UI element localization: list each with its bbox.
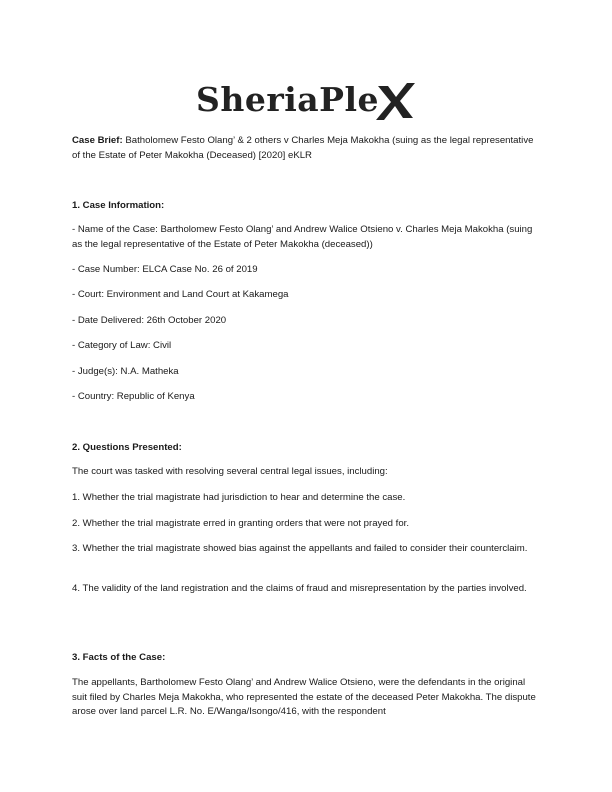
section-heading-facts: 3. Facts of the Case: [72,652,166,663]
case-info-item: - Court: Environment and Land Court at Kakamega [72,289,289,300]
case-brief [72,134,542,163]
question-item: 2. Whether the trial magistrate erred in granting orders that were not prayed for. [72,518,410,529]
questions-intro: The court was tasked with resolving several central legal issues, including: [72,466,388,477]
case-brief-title: Batholomew Festo Olang’ & 2 others v Charles Meja Makokha (suing as the legal representative of the Estate of Peter Makokha (Deceased) [2020] eKLR [72,135,534,161]
case-info-item: - Name of the Case: Bartholomew Festo Olang’ and Andrew Walice Otsieno v. Charles Meja Makokha (suing as the legal representative of the Estate of Peter Makokha (deceased)) [72,224,533,250]
question-item: 4. The validity of the land registration and the claims of fraud and misrepresentation by the parties involved. [72,583,527,594]
section-heading-questions-presented: 2. Questions Presented: [72,442,182,453]
logo-x-mark-icon [376,80,416,120]
case-info-item: - Case Number: ELCA Case No. 26 of 2019 [72,264,258,275]
sheriaplex-logo [196,78,418,122]
case-info-item: - Country: Republic of Kenya [72,391,195,402]
case-brief-label: Case Brief: [72,135,123,146]
case-info-item: - Judge(s): N.A. Matheka [72,366,179,377]
question-item: 1. Whether the trial magistrate had jurisdiction to hear and determine the case. [72,492,406,503]
case-info-item: - Category of Law: Civil [72,340,172,351]
logo-wordmark: SheriaPle [196,80,379,119]
case-info-item: - Date Delivered: 26th October 2020 [72,315,227,326]
section-heading-case-information: 1. Case Information: [72,200,165,211]
question-item: 3. Whether the trial magistrate showed bias against the appellants and failed to consider their counterclaim. [72,543,528,554]
facts-paragraph: The appellants, Bartholomew Festo Olang’ and Andrew Walice Otsieno, were the defendants in the original suit filed by Charles Meja Makokha, who represented the estate of the deceased Peter Makokha. The dispute arose over land parcel L.R. No. E/Wanga/Isongo/416, with the respondent [72,677,536,717]
